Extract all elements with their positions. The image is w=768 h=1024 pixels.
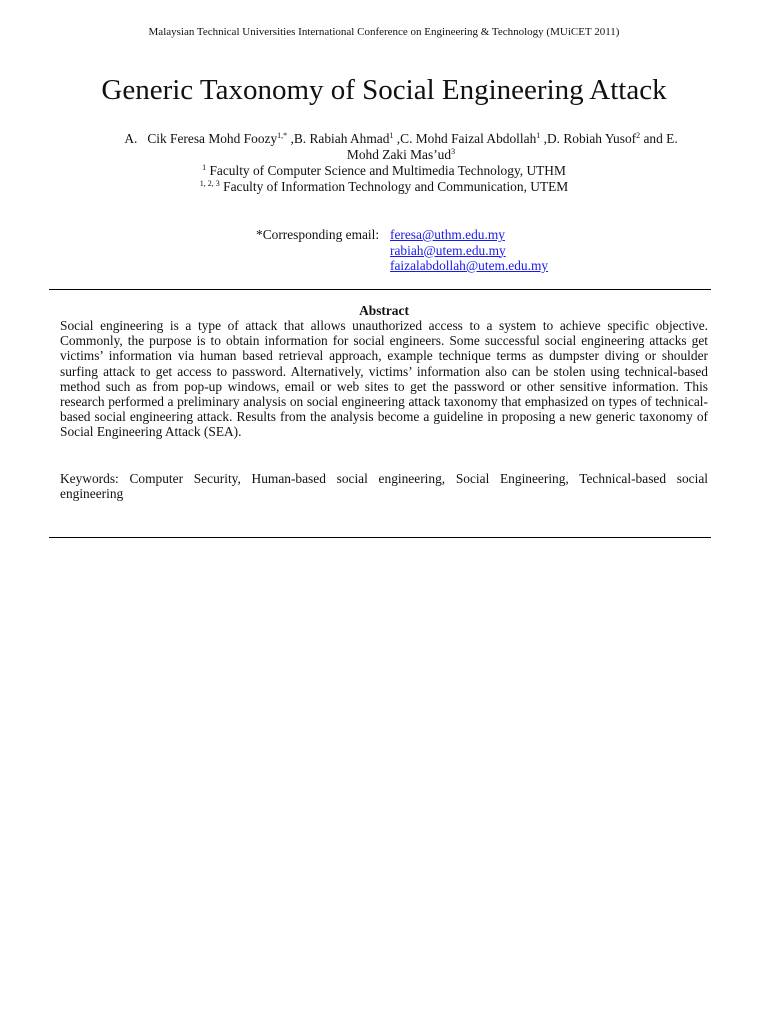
email-link-3[interactable]: faizalabdollah@utem.edu.my bbox=[390, 258, 549, 273]
author-2-sup: 1 bbox=[389, 131, 394, 140]
affiliation-2-text: Faculty of Information Technology and Communication, UTEM bbox=[219, 179, 569, 194]
email-link-1[interactable]: feresa@uthm.edu.my bbox=[390, 227, 505, 242]
correspondence-block bbox=[256, 227, 548, 274]
author-2: ,B. Rabiah Ahmad bbox=[287, 131, 390, 146]
author-4-sup: 2 bbox=[636, 131, 641, 140]
author-3: ,C. Mohd Faizal Abdollah bbox=[393, 131, 537, 146]
keywords: Keywords: Computer Security, Human-based social engineering, Social Engineering, Technical-based social engineering bbox=[60, 471, 708, 502]
author-5: and E. bbox=[640, 131, 678, 146]
abstract-heading: Abstract bbox=[359, 303, 409, 318]
author-1-sup: 1,* bbox=[277, 131, 288, 140]
author-5-sup: 3 bbox=[451, 147, 456, 156]
divider-bottom bbox=[49, 537, 711, 538]
affiliation-1 bbox=[0, 163, 768, 179]
affiliation-1-sup: 1 bbox=[202, 163, 207, 172]
author-1: Cik Feresa Mohd Foozy bbox=[147, 131, 278, 146]
divider-top bbox=[49, 289, 711, 290]
paper-title: Generic Taxonomy of Social Engineering Attack bbox=[101, 74, 667, 106]
affiliation-1-text: Faculty of Computer Science and Multimedia Technology, UTHM bbox=[206, 163, 566, 178]
email-link-2[interactable]: rabiah@utem.edu.my bbox=[390, 242, 506, 258]
running-head: Malaysian Technical Universities International Conference on Engineering & Technology (MUiCET 2011) bbox=[148, 26, 620, 38]
author-list bbox=[96, 131, 706, 163]
author-prefix: A. bbox=[124, 131, 138, 146]
affiliation-2 bbox=[0, 179, 768, 195]
author-3-sup: 1 bbox=[536, 131, 541, 140]
author-5-cont: Mohd Zaki Mas’ud bbox=[346, 147, 452, 162]
author-4: ,D. Robiah Yusof bbox=[540, 131, 637, 146]
correspondence-label: *Corresponding email: bbox=[256, 227, 380, 242]
affiliation-2-sup: 1, 2, 3 bbox=[199, 179, 220, 188]
abstract-body: Social engineering is a type of attack that allows unauthorized access to a system to achieve specific objective. Commonly, the purpose is to obtain information for social engineers. Some successful social engineering attacks get victims’ information via human based retrieval approach, example technique terms as dumpster diving or shoulder surfing attack to get access to password. Alternatively, victims’ information also can be stolen using technical-based method such as from pop-up windows, email or web sites to get the password or other sensitive information. This research performed a preliminary analysis on social engineering attack taxonomy that emphasized on types of technical-based social engineering attack. Results from the analysis become a guideline in proposing a new generic taxonomy of Social Engineering Attack (SEA). bbox=[60, 318, 708, 440]
